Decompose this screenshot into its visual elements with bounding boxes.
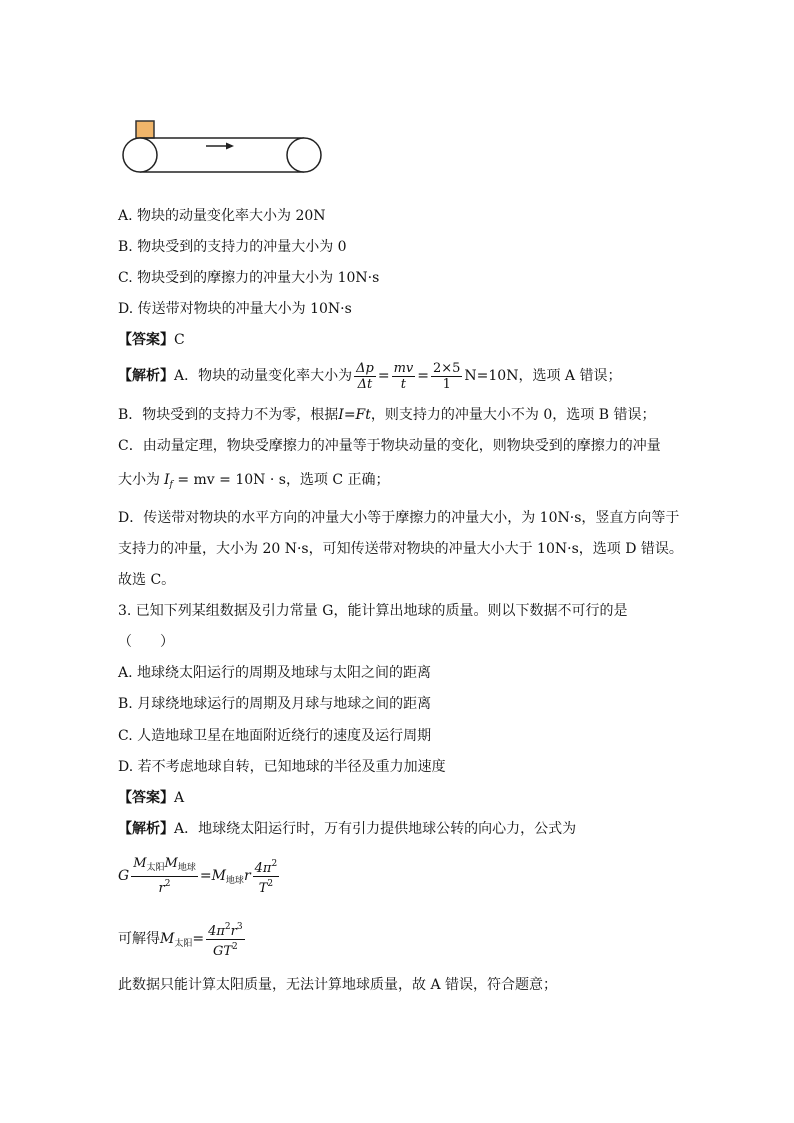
q3-analysis-a: 【解析】A．地球绕太阳运行时，万有引力提供地球公转的向心力，公式为 [118,821,577,837]
conveyor-belt-diagram [118,116,328,178]
answer-value: C [174,332,185,348]
q3-option-d: D. 若不考虑地球自转，已知地球的半径及重力加速度 [118,759,446,775]
q3-equation-gravity: G $\frac{M_{太阳}M_{地球}}{r^2}$ $=M_{地球}r$ $\frac{4\pi^2}{T^2}$ [118,856,278,896]
q3-answer: 【答案】A [118,790,185,806]
formula-ift: I=Ft [338,407,371,423]
q2-option-b: B. 物块受到的支持力的冲量大小为 0 [118,239,347,255]
q2-analysis-a: 【解析】A．物块的动量变化率大小为 $\frac{\Delta p}{\Delta t}$ = $\frac{mv}{t}$ = $\frac{2\times 5}{1}$ N=10N，选项 A 错误； [118,360,622,392]
fraction-mass-product: $\frac{M_{太阳}M_{地球}}{r^2}$ [133,856,196,896]
fraction-dp-dt: $\frac{\Delta p}{\Delta t}$ [356,360,374,392]
q3-conclusion: 此数据只能计算太阳质量，无法计算地球质量，故 A 错误，符合题意； [118,977,558,993]
fraction-numeric: $\frac{2\times 5}{1}$ [432,360,461,392]
q3-option-c: C. 人造地球卫星在地面附近绕行的速度及运行周期 [118,728,432,744]
left-pulley [123,138,157,172]
q3-equation-solve: 可解得$M_{太阳}=$ $\frac{4\pi^2r^3}{GT^2}$ [118,921,243,959]
q2-analysis-b: B．物块受到的支持力不为零，根据I=Ft，则支持力的冲量大小不为 0，选项 B 错误； [118,407,656,423]
arrow-head-icon [226,143,234,150]
block-icon [136,121,154,138]
q2-option-c: C. 物块受到的摩擦力的冲量大小为 10N·s [118,270,380,286]
answer-label: 【答案】 [118,332,174,348]
q2-option-d: D. 传送带对物块的冲量大小为 10N·s [118,301,352,317]
q2-analysis-c-line1: C．由动量定理，物块受摩擦力的冲量等于物块动量的变化，则物块受到的摩擦力的冲量 [118,438,661,454]
right-pulley [287,138,321,172]
q2-analysis-d-line2: 支持力的冲量，大小为 20 N·s，可知传送带对物块的冲量大小大于 10N·s，选项 D 错误。 [118,541,683,557]
fraction-4pi2-t2: $\frac{4\pi^2}{T^2}$ [254,858,278,896]
fraction-mv-t: $\frac{mv}{t}$ [393,360,414,392]
q2-answer [118,331,185,349]
q3-option-a: A. 地球绕太阳运行的周期及地球与太阳之间的距离 [118,665,432,681]
q3-option-b: B. 月球绕地球运行的周期及月球与地球之间的距离 [118,696,432,712]
analysis-a-prefix: A．物块的动量变化率大小为 [174,368,353,384]
analysis-a-suffix: N=10N，选项 A 错误； [464,368,622,384]
q2-conclusion: 故选 C。 [118,572,176,588]
q3-stem: 3. 已知下列某组数据及引力常量 G，能计算出地球的质量。则以下数据不可行的是 [118,603,628,619]
fraction-sun-mass: $\frac{4\pi^2r^3}{GT^2}$ [208,921,243,959]
q2-option-a: A. 物块的动量变化率大小为 20N [118,208,326,224]
analysis-label: 【解析】 [118,368,174,384]
q2-analysis-c-line2: 大小为 $I_f$ = mv = 10N · s，选项 C 正确； [118,472,390,490]
q2-analysis-d-line1: D．传送带对物块的水平方向的冲量大小等于摩擦力的冲量大小，为 10N·s，竖直方向等于 [118,510,680,526]
formula-if: $I_f$ [164,472,173,490]
q3-paren: （ ） [118,634,174,650]
